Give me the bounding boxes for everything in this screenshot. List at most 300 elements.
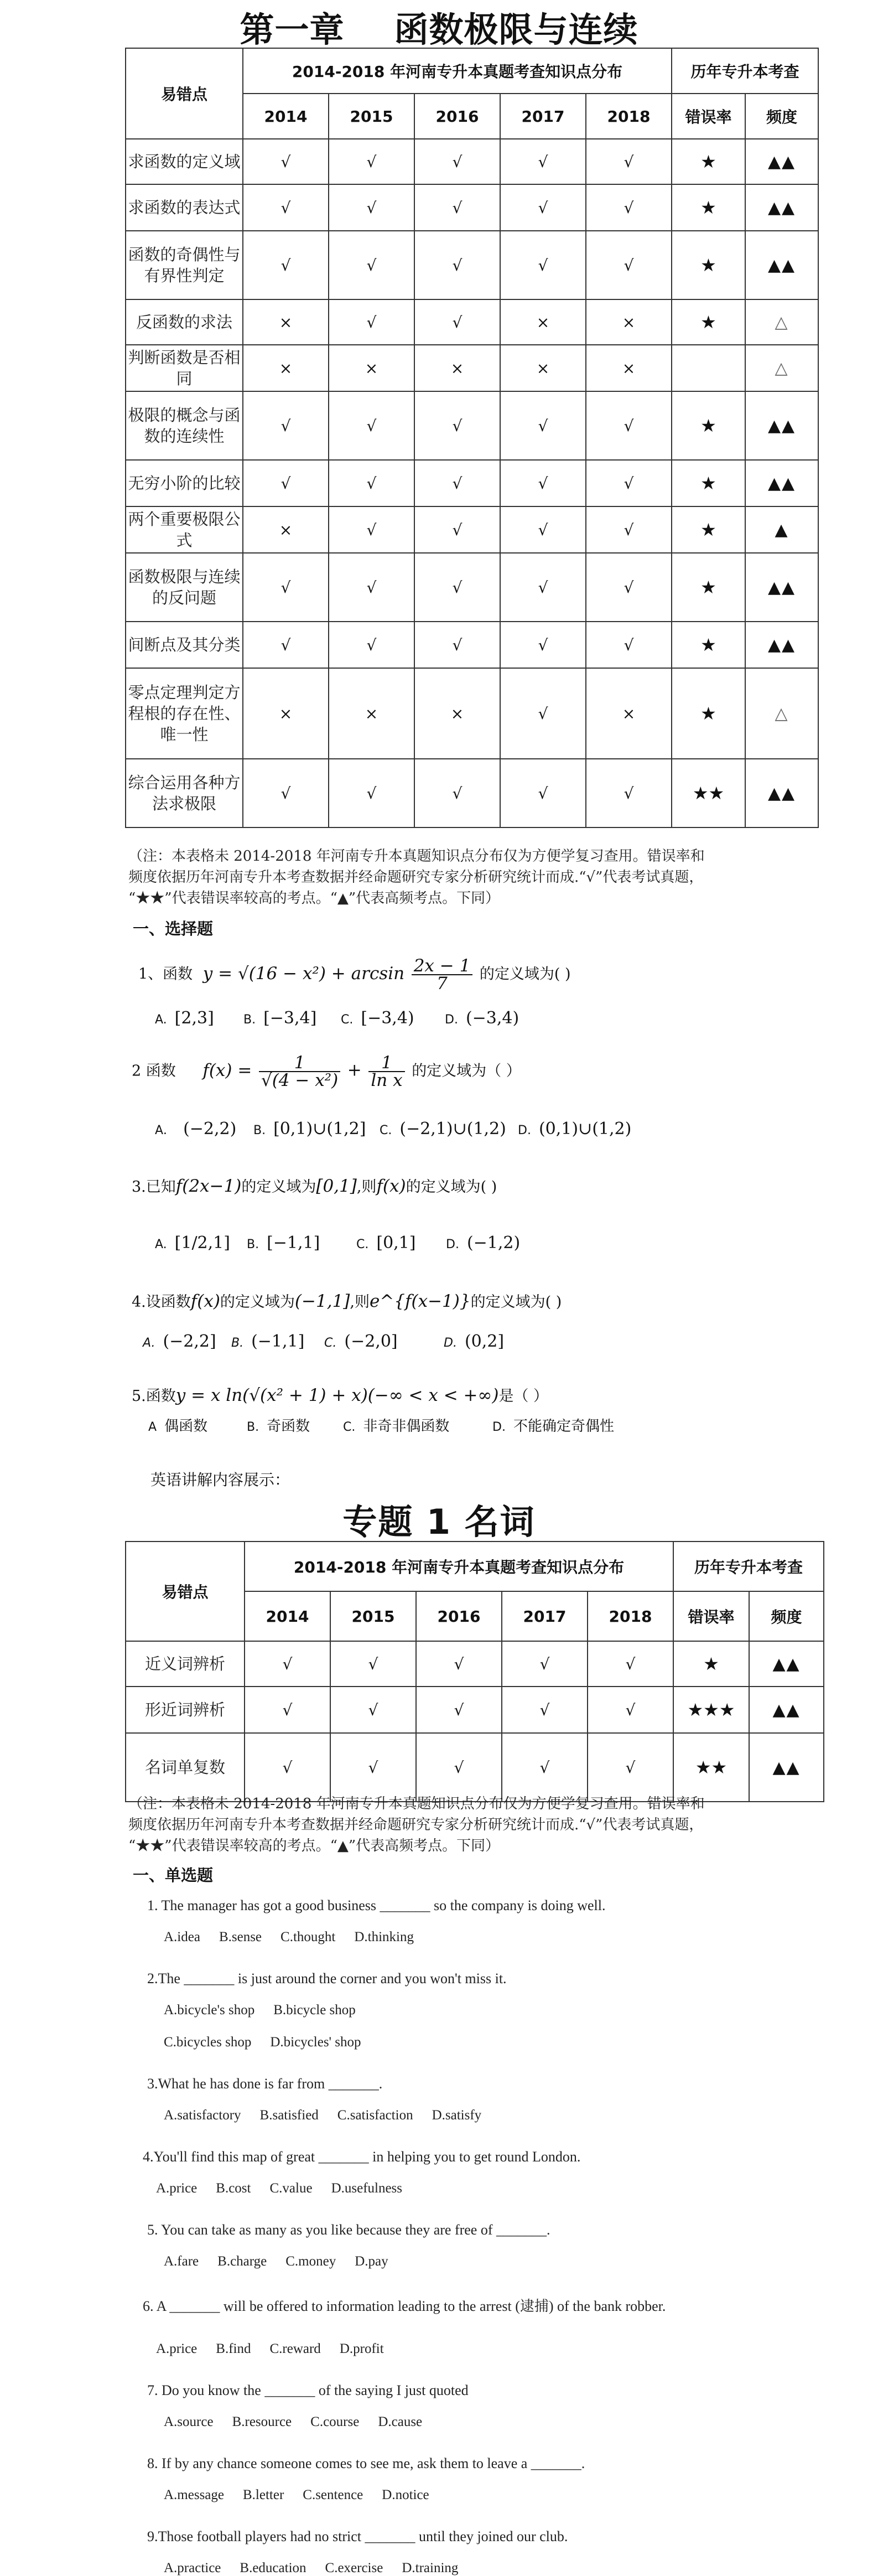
fraction-denominator: 7 <box>437 974 448 994</box>
year-mark-cell: √ <box>588 1733 673 1802</box>
frequency-cell: ▲▲ <box>745 622 818 668</box>
year-mark-cell: √ <box>500 231 586 299</box>
row-topic: 两个重要极限公式 <box>126 506 243 553</box>
year-mark-cell: √ <box>243 759 329 827</box>
year-mark-cell: √ <box>586 391 672 460</box>
option-d <box>492 1415 614 1435</box>
year-mark-cell: √ <box>243 460 329 506</box>
table-row <box>126 506 818 553</box>
header-distribution: 2014-2018 年河南专升本真题考查知识点分布 <box>243 48 672 94</box>
option-d <box>446 1233 520 1253</box>
year-mark-cell: × <box>243 668 329 759</box>
answer-option[interactable]: C.sentence <box>303 2487 363 2502</box>
math-question-5 <box>132 1384 548 1405</box>
row-topic: 间断点及其分类 <box>126 622 243 668</box>
option-value: 奇函数 <box>267 1418 310 1435</box>
option-label: B. <box>253 1124 266 1137</box>
row-topic: 名词单复数 <box>126 1733 245 1802</box>
option-b <box>243 1008 316 1028</box>
year-mark-cell: √ <box>586 622 672 668</box>
frequency-cell: ▲▲ <box>749 1641 824 1687</box>
math-question-2 <box>132 1054 521 1089</box>
answer-option[interactable]: B.bicycle shop <box>273 2003 356 2018</box>
question-prefix: 4.设函数 <box>132 1294 191 1311</box>
year-mark-cell: √ <box>500 391 586 460</box>
answer-option[interactable]: B.satisfied <box>259 2108 319 2123</box>
table-note <box>128 846 754 909</box>
year-mark-cell: × <box>243 506 329 553</box>
table-note <box>128 1793 754 1856</box>
error-rate-cell: ★ <box>672 506 745 553</box>
answer-option[interactable]: A.bicycle's shop <box>164 2003 255 2018</box>
option-value: (−1,1] <box>251 1332 305 1351</box>
option-label: D. <box>445 1013 458 1027</box>
year-mark-cell: √ <box>502 1687 588 1733</box>
year-mark-cell: √ <box>414 391 500 460</box>
answer-option[interactable]: A.message <box>164 2487 224 2502</box>
answer-option[interactable]: A.practice <box>164 2561 221 2575</box>
answer-option[interactable]: D.usefulness <box>331 2181 403 2196</box>
row-topic: 无穷小阶的比较 <box>126 460 243 506</box>
year-mark-cell: √ <box>243 553 329 622</box>
table-row <box>126 345 818 391</box>
year-mark-cell: × <box>414 345 500 391</box>
section-heading-choice: 一、选择题 <box>133 919 214 938</box>
section-heading-single-choice: 一、单选题 <box>133 1866 214 1885</box>
year-mark-cell: √ <box>414 460 500 506</box>
option-value: (0,1)∪(1,2) <box>538 1119 632 1139</box>
year-mark-cell: × <box>500 345 586 391</box>
row-topic: 求函数的定义域 <box>126 139 243 184</box>
option-value: [2,3] <box>174 1008 214 1028</box>
option-a <box>148 1415 207 1435</box>
formula: f(x) = <box>202 1060 252 1080</box>
math-question-1 <box>138 958 571 992</box>
frequency-cell: ▲▲ <box>745 184 818 231</box>
year-mark-cell: √ <box>329 759 414 827</box>
row-topic: 求函数的表达式 <box>126 184 243 231</box>
header-year: 2014 <box>245 1591 330 1641</box>
answer-option[interactable]: A.price <box>156 2181 198 2196</box>
question-prefix: 2 函数 <box>132 1062 176 1080</box>
option-value: [−3,4] <box>263 1008 317 1028</box>
year-mark-cell: √ <box>414 759 500 827</box>
option-b <box>247 1415 310 1435</box>
year-mark-cell: √ <box>500 506 586 553</box>
year-mark-cell: √ <box>329 231 414 299</box>
year-mark-cell: √ <box>330 1641 416 1687</box>
note-line: （注：本表格未 2014-2018 年河南专升本真题知识点分布仅为方便学复习查用。错误率和 <box>128 1796 705 1812</box>
option-label: A． <box>155 1124 176 1137</box>
answer-option[interactable]: B.charge <box>217 2254 267 2269</box>
table-row <box>126 1641 824 1687</box>
frequency-cell: ▲▲ <box>745 139 818 184</box>
option-value: 不能确定奇偶性 <box>513 1418 614 1435</box>
year-mark-cell: √ <box>500 139 586 184</box>
error-rate-cell: ★ <box>672 139 745 184</box>
year-mark-cell: √ <box>245 1733 330 1802</box>
answer-option[interactable]: C.thought <box>280 1930 336 1944</box>
year-mark-cell: √ <box>414 299 500 345</box>
frequency-cell: ▲▲ <box>745 231 818 299</box>
row-topic: 形近词辨析 <box>126 1687 245 1733</box>
question-text: 的定义域为 <box>241 1178 316 1196</box>
fraction-denominator: √(4 − x²) <box>261 1070 339 1090</box>
option-a <box>143 1332 216 1351</box>
english-options <box>164 1930 433 1945</box>
option-value: (−3,4) <box>465 1008 519 1028</box>
answer-option[interactable]: D.training <box>402 2561 459 2575</box>
year-mark-cell: √ <box>502 1641 588 1687</box>
year-mark-cell: √ <box>329 139 414 184</box>
row-topic: 零点定理判定方程根的存在性、唯一性 <box>126 668 243 759</box>
formula: f(x) <box>376 1176 406 1196</box>
year-mark-cell: × <box>329 668 414 759</box>
year-mark-cell: √ <box>502 1733 588 1802</box>
error-rate-cell: ★ <box>672 553 745 622</box>
answer-option[interactable]: C.satisfaction <box>337 2108 413 2123</box>
fraction-denominator: ln x <box>371 1070 403 1090</box>
english-question-6: 6. A _______ will be offered to information leading to the arrest (逮捕) of the bank robber. <box>143 2298 666 2314</box>
answer-option[interactable]: D.cause <box>378 2414 423 2429</box>
note-line: “★★”代表错误率较高的考点。“▲”代表高频考点。下同） <box>128 890 500 907</box>
question-suffix: 的定义域为( ) <box>470 1294 562 1311</box>
english-options <box>164 2108 500 2123</box>
year-mark-cell: √ <box>330 1687 416 1733</box>
table-row <box>126 184 818 231</box>
english-options <box>164 2487 448 2503</box>
fraction-numerator: 2x − 1 <box>412 958 473 975</box>
english-options <box>156 2341 403 2357</box>
year-mark-cell: √ <box>500 184 586 231</box>
option-value: (−2,0] <box>344 1332 398 1351</box>
option-value: (0,2] <box>464 1332 505 1351</box>
header-year: 2016 <box>416 1591 502 1641</box>
formula: e^{f(x−1)} <box>369 1291 471 1311</box>
english-question-7: 7. Do you know the _______ of the saying I just quoted <box>147 2382 469 2398</box>
answer-option[interactable]: B.sense <box>219 1930 262 1944</box>
year-mark-cell: √ <box>330 1733 416 1802</box>
header-year: 2018 <box>588 1591 673 1641</box>
english-question-4: 4.You'll find this map of great _______ in helping you to get round London. <box>143 2149 581 2165</box>
table-row <box>126 139 818 184</box>
year-mark-cell: √ <box>500 622 586 668</box>
answer-option[interactable]: D.bicycles' shop <box>270 2035 361 2050</box>
header-year: 2017 <box>500 94 586 139</box>
error-rate-cell: ★ <box>672 668 745 759</box>
year-mark-cell: √ <box>414 184 500 231</box>
header-frequency: 频度 <box>745 94 818 139</box>
option-label: B. <box>231 1336 244 1350</box>
year-mark-cell: × <box>243 345 329 391</box>
note-line: 频度依据历年河南专升本考查数据并经命题研究专家分析研究统计而成.“√”代表考试真题， <box>128 869 704 886</box>
answer-option[interactable]: C.reward <box>269 2341 321 2356</box>
answer-option[interactable]: A.idea <box>164 1930 200 1944</box>
frequency-cell: ▲▲ <box>745 460 818 506</box>
option-b <box>253 1119 366 1139</box>
answer-option[interactable]: B.resource <box>232 2414 292 2429</box>
question-prefix: 1、函数 <box>138 965 193 983</box>
option-d <box>445 1008 519 1028</box>
option-label: A. <box>143 1336 155 1350</box>
option-value: (−1,2) <box>466 1233 521 1253</box>
question-prefix: 3.已知 <box>132 1178 176 1196</box>
error-rate-cell: ★★ <box>672 759 745 827</box>
english-question-8: 8. If by any chance someone comes to see me, ask them to leave a _______. <box>147 2455 585 2471</box>
answer-option[interactable]: A.price <box>156 2341 198 2356</box>
year-mark-cell: √ <box>588 1641 673 1687</box>
table-row <box>126 460 818 506</box>
header-history: 历年专升本考查 <box>672 48 818 94</box>
table-row <box>126 299 818 345</box>
option-label: A. <box>155 1013 167 1027</box>
year-mark-cell: √ <box>329 184 414 231</box>
year-mark-cell: × <box>500 299 586 345</box>
error-rate-cell <box>672 345 745 391</box>
answer-option[interactable]: D.pay <box>355 2254 388 2269</box>
answer-option[interactable]: B.letter <box>243 2487 284 2502</box>
fraction-numerator: 1 <box>368 1054 404 1072</box>
option-label: D. <box>518 1124 531 1137</box>
question-suffix: 的定义域为( ) <box>479 965 571 983</box>
header-year: 2014 <box>243 94 329 139</box>
fraction <box>259 1054 340 1089</box>
english-options <box>164 2254 407 2269</box>
math-question-3 <box>132 1175 497 1196</box>
question-suffix: 的定义域为( ) <box>406 1178 497 1196</box>
chapter-title <box>0 2 878 51</box>
option-c <box>324 1332 398 1351</box>
header-year: 2016 <box>414 94 500 139</box>
fraction <box>412 958 473 992</box>
year-mark-cell: √ <box>243 139 329 184</box>
answer-option[interactable]: C.course <box>310 2414 360 2429</box>
header-year: 2017 <box>502 1591 588 1641</box>
answer-option[interactable]: B.cost <box>216 2181 251 2196</box>
option-value: [−3,4) <box>361 1008 414 1028</box>
question-text: ,则 <box>350 1294 370 1311</box>
option-c <box>341 1008 414 1028</box>
year-mark-cell: √ <box>245 1687 330 1733</box>
header-topic: 易错点 <box>126 48 243 139</box>
english-question-9: 9.Those football players had no strict _______ until they joined our club. <box>147 2528 568 2544</box>
english-options <box>156 2181 421 2196</box>
error-rate-cell: ★★ <box>673 1733 749 1802</box>
english-options <box>164 2003 375 2018</box>
header-frequency: 频度 <box>749 1591 824 1641</box>
row-topic: 函数极限与连续的反问题 <box>126 553 243 622</box>
frequency-cell: ▲▲ <box>745 391 818 460</box>
year-mark-cell: √ <box>500 460 586 506</box>
frequency-cell: △ <box>745 345 818 391</box>
year-mark-cell: √ <box>500 553 586 622</box>
error-rate-cell: ★ <box>672 391 745 460</box>
knowledge-table-math <box>125 48 819 828</box>
question-suffix: 的定义域为（ ） <box>412 1062 521 1080</box>
year-mark-cell: √ <box>500 668 586 759</box>
header-year: 2018 <box>586 94 672 139</box>
answer-option[interactable]: C.money <box>285 2254 336 2269</box>
option-label: A. <box>155 1238 167 1251</box>
year-mark-cell: √ <box>414 139 500 184</box>
answer-option[interactable]: B.find <box>216 2341 251 2356</box>
answer-option[interactable]: A.fare <box>164 2254 199 2269</box>
year-mark-cell: × <box>586 299 672 345</box>
year-mark-cell: √ <box>586 506 672 553</box>
header-year: 2015 <box>330 1591 416 1641</box>
table-row <box>126 759 818 827</box>
fraction-numerator: 1 <box>259 1054 340 1072</box>
formula: [0,1] <box>316 1176 357 1196</box>
option-label: C. <box>343 1420 356 1434</box>
option-value: (−2,2] <box>163 1332 216 1351</box>
year-mark-cell: × <box>586 668 672 759</box>
english-intro: 英语讲解内容展示： <box>150 1471 290 1489</box>
year-mark-cell: √ <box>416 1687 502 1733</box>
year-mark-cell: × <box>243 299 329 345</box>
option-label: C. <box>356 1238 369 1251</box>
year-mark-cell: √ <box>586 759 672 827</box>
header-distribution: 2014-2018 年河南专升本真题考查知识点分布 <box>245 1542 673 1591</box>
year-mark-cell: √ <box>329 299 414 345</box>
english-question-2: 2.The _______ is just around the corner and you won't miss it. <box>147 1970 507 1987</box>
frequency-cell: △ <box>745 299 818 345</box>
note-line: （注：本表格未 2014-2018 年河南专升本真题知识点分布仅为方便学复习查用。错误率和 <box>128 848 705 865</box>
frequency-cell: ▲▲ <box>745 553 818 622</box>
english-question-3: 3.What he has done is far from _______. <box>147 2076 383 2092</box>
option-b <box>247 1233 320 1253</box>
answer-option[interactable]: A.source <box>164 2414 214 2429</box>
knowledge-table-english <box>125 1541 824 1802</box>
frequency-cell: ▲▲ <box>749 1687 824 1733</box>
formula: y = √(16 − x²) + arcsin <box>202 963 405 984</box>
frequency-cell: ▲▲ <box>749 1733 824 1802</box>
row-topic: 综合运用各种方法求极限 <box>126 759 243 827</box>
question-suffix: 是（ ） <box>498 1388 549 1405</box>
option-label: C. <box>324 1336 337 1350</box>
option-c <box>356 1233 415 1253</box>
error-rate-cell: ★ <box>672 299 745 345</box>
answer-option[interactable]: B.education <box>240 2561 306 2575</box>
year-mark-cell: √ <box>414 231 500 299</box>
option-d <box>444 1332 504 1351</box>
frequency-cell: △ <box>745 668 818 759</box>
answer-option[interactable]: C.value <box>269 2181 313 2196</box>
plus-sign: + <box>347 1060 362 1080</box>
frequency-cell: ▲ <box>745 506 818 553</box>
table-row <box>126 231 818 299</box>
answer-option[interactable]: D.notice <box>382 2487 429 2502</box>
error-rate-cell: ★ <box>673 1641 749 1687</box>
answer-option[interactable]: A.satisfactory <box>164 2108 241 2123</box>
option-value: [1/2,1] <box>174 1233 230 1253</box>
row-topic: 反函数的求法 <box>126 299 243 345</box>
year-mark-cell: √ <box>243 231 329 299</box>
answer-option[interactable]: C.exercise <box>325 2561 383 2575</box>
year-mark-cell: √ <box>329 506 414 553</box>
option-label: C. <box>380 1124 392 1137</box>
year-mark-cell: √ <box>586 139 672 184</box>
year-mark-cell: √ <box>586 184 672 231</box>
english-options <box>164 2414 441 2430</box>
row-topic: 函数的奇偶性与有界性判定 <box>126 231 243 299</box>
year-mark-cell: × <box>414 668 500 759</box>
year-mark-cell: × <box>586 345 672 391</box>
error-rate-cell: ★ <box>672 184 745 231</box>
note-line: 频度依据历年河南专升本考查数据并经命题研究专家分析研究统计而成.“√”代表考试真题， <box>128 1817 704 1833</box>
error-rate-cell: ★ <box>672 622 745 668</box>
topic-title: 专题 1 名词 <box>342 1502 536 1542</box>
year-mark-cell: √ <box>414 622 500 668</box>
formula: (−1,1] <box>294 1291 350 1311</box>
year-mark-cell: × <box>329 345 414 391</box>
year-mark-cell: √ <box>414 506 500 553</box>
option-label: D. <box>446 1238 459 1251</box>
option-label: B. <box>247 1420 259 1434</box>
option-a <box>155 1008 214 1028</box>
year-mark-cell: √ <box>500 759 586 827</box>
math-question-4 <box>132 1290 562 1311</box>
year-mark-cell: √ <box>586 460 672 506</box>
answer-option[interactable]: C.bicycles shop <box>164 2035 252 2050</box>
table-row <box>126 1687 824 1733</box>
option-label: A <box>148 1420 157 1434</box>
option-c <box>343 1415 449 1435</box>
table-row <box>126 391 818 460</box>
answer-option[interactable]: D.profit <box>339 2341 384 2356</box>
option-value: 非奇非偶函数 <box>363 1418 450 1435</box>
error-rate-cell: ★ <box>672 231 745 299</box>
formula: f(x) <box>190 1291 220 1311</box>
english-options <box>164 2035 380 2050</box>
row-topic: 近义词辨析 <box>126 1641 245 1687</box>
year-mark-cell: √ <box>416 1641 502 1687</box>
header-error-rate: 错误率 <box>672 94 745 139</box>
header-topic: 易错点 <box>126 1542 245 1641</box>
english-question-1: 1. The manager has got a good business _______ so the company is doing well. <box>147 1897 606 1913</box>
option-c <box>380 1119 506 1139</box>
formula: y = x ln(√(x² + 1) + x)(−∞ < x < +∞) <box>175 1385 499 1405</box>
table-row <box>126 1733 824 1802</box>
year-mark-cell: √ <box>243 622 329 668</box>
option-value: (−2,1)∪(1,2) <box>399 1119 506 1139</box>
option-label: B. <box>243 1013 256 1027</box>
year-mark-cell: √ <box>329 622 414 668</box>
frequency-cell: ▲▲ <box>745 759 818 827</box>
formula: f(2x−1) <box>175 1176 242 1196</box>
answer-option[interactable]: D.satisfy <box>432 2108 482 2123</box>
option-label: C. <box>341 1013 354 1027</box>
year-mark-cell: √ <box>243 184 329 231</box>
year-mark-cell: √ <box>329 460 414 506</box>
header-error-rate: 错误率 <box>673 1591 749 1641</box>
option-value: (−2,2) <box>183 1119 237 1139</box>
error-rate-cell: ★ <box>672 460 745 506</box>
year-mark-cell: √ <box>416 1733 502 1802</box>
answer-option[interactable]: D.thinking <box>354 1930 414 1944</box>
option-value: [0,1)∪(1,2] <box>273 1119 366 1139</box>
option-a <box>155 1119 236 1139</box>
english-options <box>164 2561 477 2576</box>
year-mark-cell: √ <box>588 1687 673 1733</box>
chapter-name: 函数极限与连续 <box>394 9 638 50</box>
table-row <box>126 553 818 622</box>
table-row <box>126 668 818 759</box>
fraction <box>368 1054 404 1089</box>
option-value: [−1,1] <box>267 1233 320 1253</box>
header-year: 2015 <box>329 94 414 139</box>
option-label: D. <box>492 1420 506 1434</box>
